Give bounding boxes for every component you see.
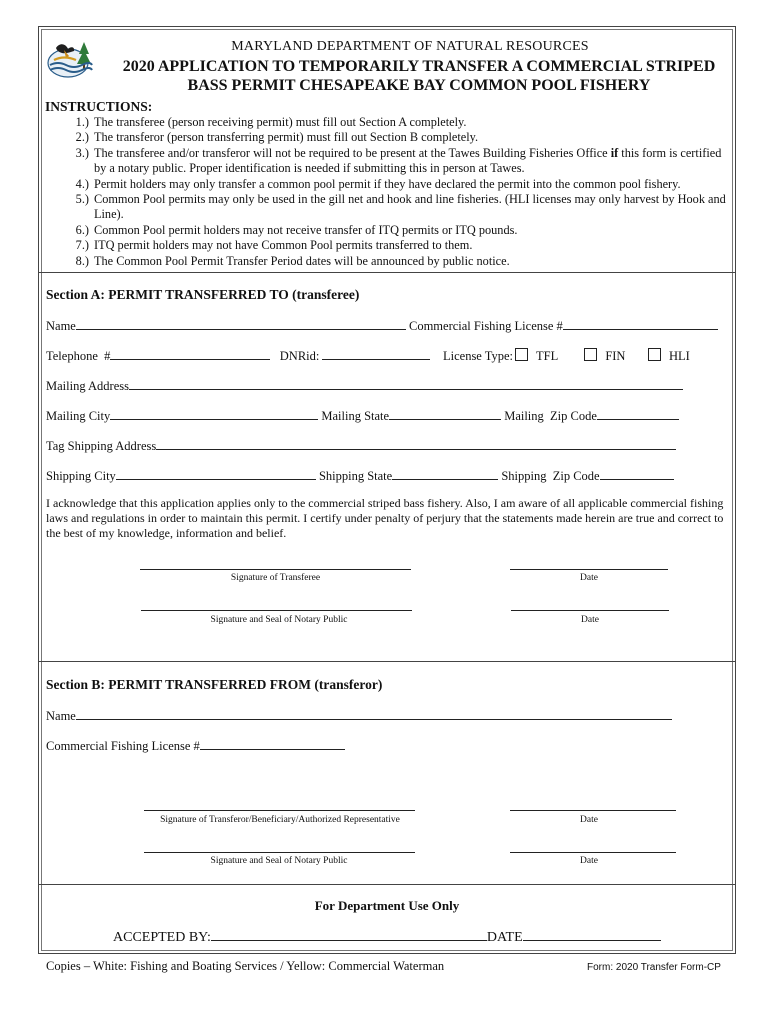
section-b-heading: Section B: PERMIT TRANSFERRED FROM (transferor) [46, 677, 383, 692]
list-item: 2.) The transferor (person transferring permit) must fill out Section B completely. [75, 130, 479, 145]
accepted-row: ACCEPTED BY: DATE [113, 927, 661, 946]
divider [38, 661, 736, 662]
transferor-date-line[interactable] [510, 810, 676, 811]
notary-date-line-a[interactable] [511, 610, 669, 611]
department-date-field[interactable] [523, 927, 661, 941]
transferee-signature-label: Signature of Transferee [230, 573, 321, 583]
transferee-name-field[interactable] [76, 317, 406, 330]
transferor-signature-label: Signature of Transferor/Beneficiary/Authorized Representative [160, 815, 400, 825]
name-row: Name Commercial Fishing License # [46, 317, 718, 334]
tag-shipping-row: Tag Shipping Address [46, 437, 676, 454]
notary-signature-label-a: Signature and Seal of Notary Public [210, 615, 348, 625]
mailing-address-row: Mailing Address [46, 377, 683, 394]
tag-shipping-address-field[interactable] [156, 437, 676, 450]
accepted-by-field[interactable] [211, 927, 487, 941]
hli-checkbox[interactable] [648, 348, 661, 361]
notary-signature-line-a[interactable] [141, 610, 412, 611]
dnr-logo-icon [46, 36, 96, 80]
agency-name: MARYLAND DEPARTMENT OF NATURAL RESOURCES [231, 39, 589, 54]
notary-signature-label-b: Signature and Seal of Notary Public [210, 856, 348, 866]
date-label: Date [580, 856, 598, 866]
acknowledgement-text: I acknowledge that this application applies only to the commercial striped bass fishery. Also, I am aware of all applicable commercial fishing laws and regulations in order to maintain this permit. I certify under penalty of perjury that the statements made herein are true and correct to the best of my knowledge, information and belief. [46, 496, 724, 540]
form-title-line1: 2020 APPLICATION TO TEMPORARILY TRANSFER A COMMERCIAL STRIPED [122, 58, 716, 75]
divider [38, 272, 736, 273]
section-a-heading: Section A: PERMIT TRANSFERRED TO (transferee) [46, 287, 360, 302]
notary-signature-line-b[interactable] [144, 852, 415, 853]
instructions-list [40, 115, 730, 269]
date-label: Date [580, 815, 598, 825]
date-label: Date [580, 573, 598, 583]
department-use-heading: For Department Use Only [314, 898, 460, 913]
transferor-license-row: Commercial Fishing License # [46, 737, 345, 754]
transferor-name-row: Name [46, 707, 672, 724]
transferor-name-field[interactable] [76, 707, 672, 720]
list-item: 8.) The Common Pool Permit Transfer Period dates will be announced by public notice. [75, 253, 510, 268]
form-number: Form: 2020 Transfer Form-CP [587, 962, 721, 973]
list-item: 1.) The transferee (person receiving permit) must fill out Section A completely. [75, 115, 467, 129]
mailing-city-field[interactable] [110, 407, 318, 420]
mailing-address-field[interactable] [129, 377, 683, 390]
list-item: 6.) Common Pool permit holders may not receive transfer of ITQ permits or ITQ pounds. [75, 222, 518, 237]
mailing-zip-field[interactable] [597, 407, 679, 420]
date-label: Date [581, 615, 599, 625]
transferee-date-line[interactable] [510, 569, 668, 570]
tfl-checkbox[interactable] [515, 348, 528, 361]
list-item: 4.) Permit holders may only transfer a common pool permit if they have declared the permit into the common pool fishery. [75, 176, 681, 191]
transferee-license-field[interactable] [563, 317, 718, 330]
instructions-heading: INSTRUCTIONS: [45, 99, 153, 114]
shipping-city-row: Shipping City Shipping State Shipping Zip Code [46, 467, 674, 484]
divider [38, 884, 736, 885]
transferee-signature-line[interactable] [140, 569, 411, 570]
transferor-license-field[interactable] [200, 737, 345, 750]
dnrid-field[interactable] [322, 347, 430, 360]
list-item: 5.) Common Pool permits may only be used in the gill net and hook and line fisheries. (HLI licenses may only harvest by Hook and Line). [75, 192, 726, 222]
telephone-field[interactable] [110, 347, 270, 360]
transferor-signature-line[interactable] [144, 810, 415, 811]
mailing-city-row: Mailing City Mailing State Mailing Zip Code [46, 407, 679, 424]
list-item: 3.) The transferee and/or transferor will not be required to be present at the Tawes Building Fisheries Office if this form is certified by a notary public. Proper identification is needed if submitting this in person at Tawes. [75, 145, 722, 176]
shipping-state-field[interactable] [392, 467, 498, 480]
notary-date-line-b[interactable] [510, 852, 676, 853]
shipping-city-field[interactable] [116, 467, 316, 480]
form-title-line2: BASS PERMIT CHESAPEAKE BAY COMMON POOL FISHERY [187, 77, 651, 94]
telephone-row: Telephone # DNRid: License Type: TFL FIN HLI [46, 349, 690, 363]
shipping-zip-field[interactable] [600, 467, 674, 480]
list-item: 7.) ITQ permit holders may not have Common Pool permits transferred to them. [75, 238, 473, 253]
mailing-state-field[interactable] [389, 407, 501, 420]
copies-note: Copies – White: Fishing and Boating Services / Yellow: Commercial Waterman [46, 959, 445, 973]
fin-checkbox[interactable] [584, 348, 597, 361]
